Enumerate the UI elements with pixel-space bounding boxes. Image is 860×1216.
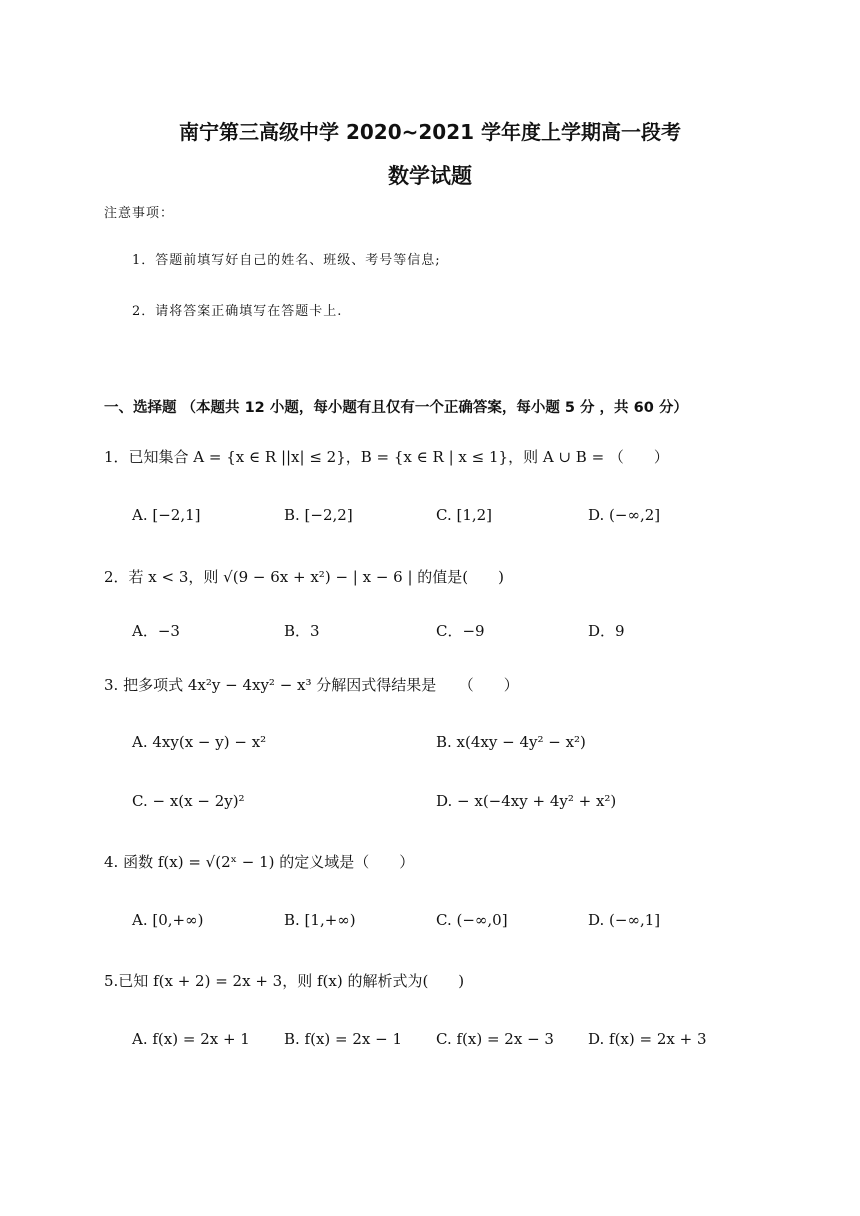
question-1-option-a: A. [−2,1] — [132, 506, 201, 524]
question-5-stem: 5.已知 f(x + 2) = 2x + 3，则 f(x) 的解析式为( ) — [104, 972, 465, 990]
question-5-option-d: D. f(x) = 2x + 3 — [588, 1030, 707, 1048]
question-4-option-a: A. [0,+∞) — [132, 911, 204, 929]
question-4-option-d: D. (−∞,1] — [588, 911, 661, 929]
question-2-stem: 2．若 x < 3，则 √(9 − 6x + x²) − | x − 6 | 的值是( ) — [104, 568, 505, 586]
question-1-option-c: C. [1,2] — [436, 506, 493, 524]
question-1-option-b: B. [−2,2] — [284, 506, 353, 524]
note-item: 2．请将答案正确填写在答题卡上. — [132, 304, 343, 319]
question-5-option-b: B. f(x) = 2x − 1 — [284, 1030, 403, 1048]
note-item: 1．答题前填写好自己的姓名、班级、考号等信息; — [132, 253, 441, 268]
question-4-option-b: B. [1,+∞) — [284, 911, 356, 929]
question-5-option-a: A. f(x) = 2x + 1 — [132, 1030, 250, 1048]
exam-subtitle: 数学试题 — [388, 164, 472, 188]
question-2-option-a: A．−3 — [132, 622, 180, 640]
question-3-option-a: A. 4xy(x − y) − x² — [132, 733, 267, 751]
exam-title: 南宁第三高级中学 2020~2021 学年度上学期高一段考 — [178, 120, 681, 144]
question-2-option-c: C．−9 — [436, 622, 485, 640]
question-2-option-b: B．3 — [284, 622, 320, 640]
question-3-option-c: C. − x(x − 2y)² — [132, 792, 245, 810]
question-1-stem: 1．已知集合 A = {x ∈ R ||x| ≤ 2}，B = {x ∈ R | x ≤ 1}，则 A ∪ B = （ ） — [104, 448, 669, 466]
notes-heading: 注意事项： — [104, 206, 175, 221]
question-4-stem: 4. 函数 f(x) = √(2ˣ − 1) 的定义域是（ ） — [104, 853, 415, 871]
question-3-stem: 3. 把多项式 4x²y − 4xy² − x³ 分解因式得结果是 （ ） — [104, 676, 519, 694]
question-5-option-c: C. f(x) = 2x − 3 — [436, 1030, 554, 1048]
question-1-option-d: D. (−∞,2] — [588, 506, 661, 524]
question-4-option-c: C. (−∞,0] — [436, 911, 508, 929]
question-2-option-d: D．9 — [588, 622, 625, 640]
question-3-option-d: D. − x(−4xy + 4y² + x²) — [436, 792, 617, 810]
section-heading: 一、选择题 （本题共 12 小题，每小题有且仅有一个正确答案，每小题 5 分 ，共 60 分） — [104, 400, 688, 416]
question-3-option-b: B. x(4xy − 4y² − x²) — [436, 733, 586, 751]
